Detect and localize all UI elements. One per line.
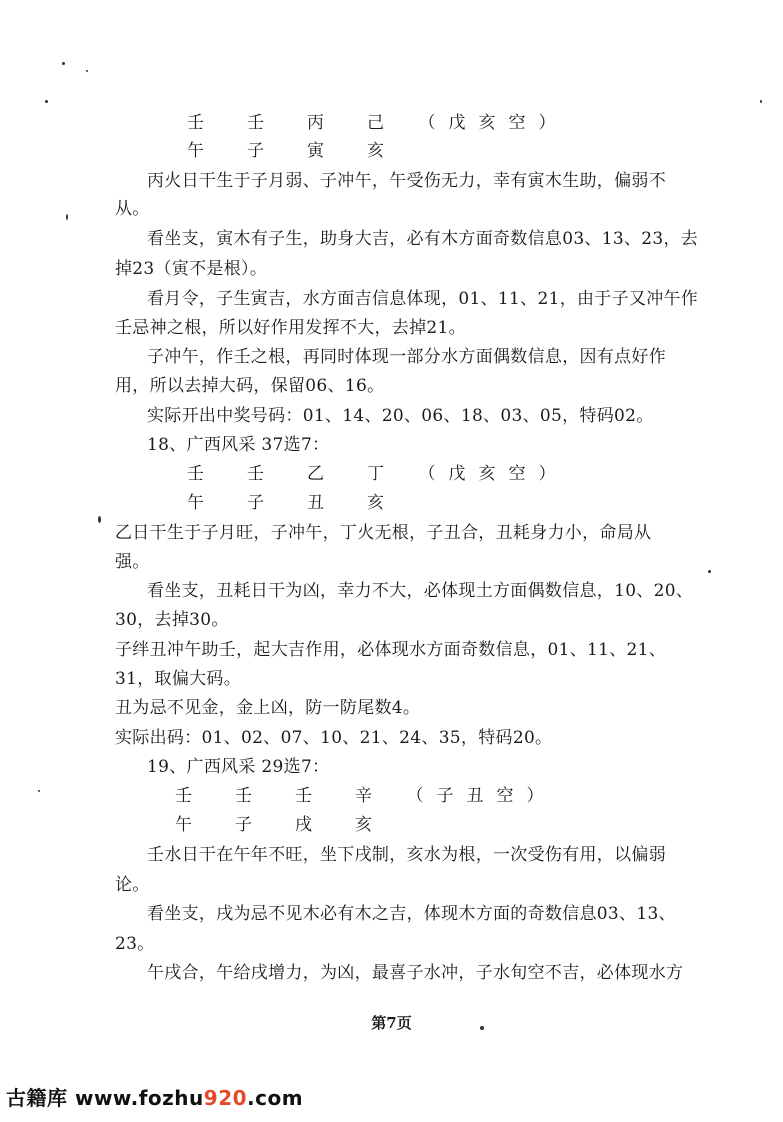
- scan-speck: [86, 70, 88, 72]
- text-line: 乙日干生于子月旺，子冲午，丁火无根，子丑合，丑耗身力小，命局从: [115, 523, 652, 543]
- text-line: 论。: [115, 875, 150, 895]
- pillar-branches-18: 午 子 丑 亥: [187, 493, 397, 513]
- text-line: 子冲午，作壬之根，再同时体现一部分水方面偶数信息，因有点好作: [147, 347, 666, 367]
- text-line: 用，所以去掉大码，保留06、16。: [115, 376, 385, 396]
- pillar-branches-19: 午 子 戌 亥: [175, 815, 385, 835]
- pillar-stems-19: 壬 壬 壬 辛 （子丑空）: [175, 786, 557, 806]
- text-line: 丙火日干生于子月弱、子冲午，午受伤无力，幸有寅木生助，偏弱不: [147, 171, 666, 191]
- scan-speck: [708, 570, 711, 573]
- text-line: 从。: [115, 199, 150, 219]
- scan-speck: [760, 100, 762, 103]
- watermark-url-prefix: www.fozhu: [74, 1086, 204, 1110]
- text-line: 23。: [115, 934, 155, 954]
- scan-speck: [62, 62, 65, 65]
- section-heading-19: 19、广西风采 29选7：: [147, 757, 330, 777]
- text-line: 30，去掉30。: [115, 610, 229, 630]
- page-number: 第7页: [371, 1014, 412, 1032]
- watermark-brand: 古籍库: [6, 1086, 68, 1110]
- text-line: 强。: [115, 552, 150, 572]
- scan-speck: [45, 100, 48, 103]
- text-line: 看坐支，丑耗日干为凶，幸力不大，必体现土方面偶数信息，10、20、: [147, 581, 694, 601]
- text-line: 看坐支，寅木有子生，助身大吉，必有木方面奇数信息03、13、23，去: [147, 229, 699, 249]
- watermark-url-number: 920: [203, 1086, 248, 1110]
- text-line: 子绊丑冲午助壬，起大吉作用，必体现水方面奇数信息，01、11、21、: [115, 640, 667, 660]
- pillar-branches-17: 午 子 寅 亥: [187, 141, 397, 161]
- scan-speck: [480, 1026, 484, 1030]
- section-heading-18: 18、广西风采 37选7：: [147, 435, 330, 455]
- watermark-footer: [0, 1070, 304, 1122]
- scan-speck: [38, 790, 40, 792]
- pillar-stems-18: 壬 壬 乙 丁 （戊亥空）: [187, 464, 569, 484]
- text-line: 午戌合，午给戌增力，为凶，最喜子水冲，子水旬空不吉，必体现水方: [147, 963, 684, 983]
- text-line: 31，取偏大码。: [115, 669, 242, 689]
- scan-speck: [98, 516, 101, 523]
- text-line: 实际开出中奖号码：01、14、20、06、18、03、05，特码02。: [147, 406, 654, 426]
- watermark-url-suffix: .com: [247, 1086, 304, 1110]
- text-line: 实际出码：01、02、07、10、21、24、35，特码20。: [115, 728, 553, 748]
- text-line: 看坐支，戌为忌不见木必有木之吉，体现木方面的奇数信息03、13、: [147, 904, 676, 924]
- watermark-text: [6, 1082, 303, 1111]
- scan-speck: [66, 214, 68, 220]
- text-line: 丑为忌不见金，金上凶，防一防尾数4。: [115, 698, 421, 718]
- pillar-stems-17: 壬 壬 丙 己 （戊亥空）: [187, 113, 569, 133]
- text-line: 掉23（寅不是根）。: [115, 259, 268, 279]
- text-line: 看月令，子生寅吉，水方面吉信息体现，01、11、21，由于子又冲午作: [147, 289, 699, 309]
- text-line: 壬忌神之根，所以好作用发挥不大，去掉21。: [115, 318, 466, 338]
- text-line: 壬水日干在午年不旺，坐下戌制，亥水为根，一次受伤有用，以偏弱: [147, 845, 666, 865]
